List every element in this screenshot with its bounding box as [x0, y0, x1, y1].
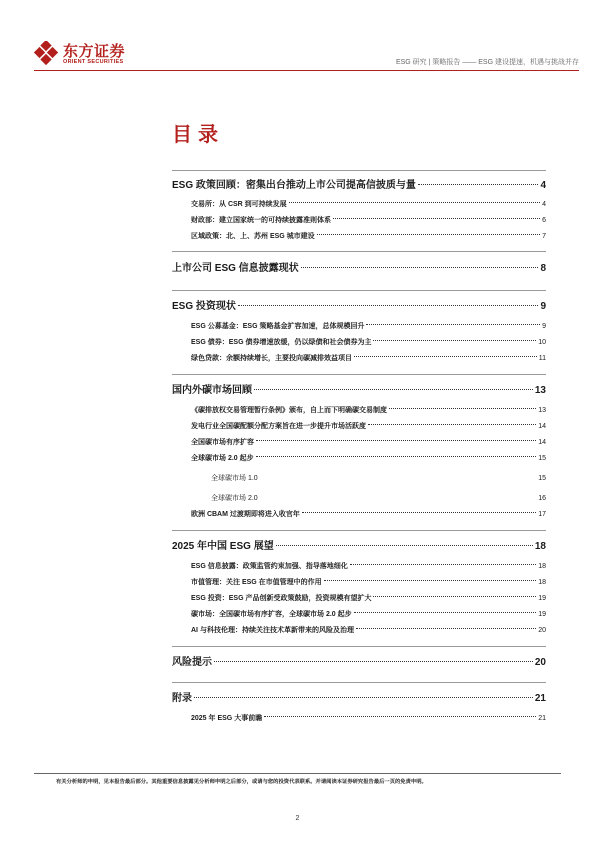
- toc-entry-page: 16: [538, 495, 546, 502]
- toc-entry-page: 8: [540, 263, 546, 274]
- toc-entry-title: 发电行业全国碳配额分配方案旨在进一步提升市场活跃度: [191, 423, 366, 430]
- toc-entry-level-2[interactable]: [191, 337, 546, 347]
- toc-entry-level-2[interactable]: [191, 453, 546, 463]
- toc-dot-leader: [418, 184, 539, 185]
- toc-entry-page: 7: [542, 233, 546, 240]
- toc-dot-leader: [317, 234, 540, 235]
- toc-entry-title: AI 与科技伦理：持续关注技术革新带来的风险及治理: [191, 627, 354, 634]
- toc-entry-page: 4: [542, 201, 546, 208]
- toc-entry-title: 区域政策：北、上、苏州 ESG 城市建设: [191, 233, 315, 240]
- toc-entry-level-2[interactable]: [191, 321, 546, 331]
- toc-entry-page: 17: [538, 511, 546, 518]
- toc-entry-title: 全球碳市场 2.0 起步: [191, 455, 254, 462]
- toc-section-rule: [172, 170, 546, 171]
- toc-section-rule: [172, 290, 546, 291]
- toc-entry-page: 18: [534, 541, 546, 552]
- toc-entry-level-1[interactable]: [172, 653, 546, 668]
- toc-entry-title: ESG 政策回顾：密集出台推动上市公司提高信披质与量: [172, 180, 416, 191]
- running-title: ESG 研究 | 策略报告 —— ESG 建设提速，机遇与挑战并存: [395, 59, 579, 66]
- disclaimer-note: 有关分析师的申明，见本报告最后部分。其他重要信息披露见分析师申明之后部分，或请与您的投资代表联系。并请阅读本证券研究报告最后一页的免责申明。: [56, 779, 427, 785]
- toc-entry-level-2[interactable]: [191, 713, 546, 723]
- toc-entry-level-3[interactable]: [211, 473, 546, 483]
- toc-entry-page: 20: [538, 627, 546, 634]
- toc-entry-title: 全国碳市场有序扩容: [191, 439, 254, 446]
- toc-dot-leader: [256, 440, 536, 441]
- toc-dot-leader: [373, 340, 536, 341]
- toc-entry-page: 19: [538, 611, 546, 618]
- toc-dot-leader: [276, 545, 533, 546]
- toc-entry-title: 风险提示: [172, 657, 212, 668]
- toc-entry-title: 附录: [172, 693, 192, 704]
- toc-entry-title: 交易所：从 CSR 到可持续发展: [191, 201, 287, 208]
- toc-entry-level-2[interactable]: [191, 421, 546, 431]
- toc-dot-leader: [264, 716, 536, 717]
- toc-dot-leader: [366, 324, 540, 325]
- toc-entry-title: 财政部：建立国家统一的可持续披露准则体系: [191, 217, 331, 224]
- toc-entry-page: 14: [538, 439, 546, 446]
- toc-dot-leader: [368, 424, 536, 425]
- toc-entry-level-2[interactable]: [191, 593, 546, 603]
- toc-entry-level-2[interactable]: [191, 625, 546, 635]
- toc-entry-page: 13: [534, 385, 546, 396]
- toc-entry-title: 全球碳市场 1.0: [211, 475, 258, 482]
- toc-entry-page: 15: [538, 475, 546, 482]
- toc-dot-leader: [389, 408, 536, 409]
- toc-entry-level-2[interactable]: [191, 353, 546, 363]
- toc-entry-page: 18: [538, 579, 546, 586]
- toc-entry-page: 21: [534, 693, 546, 704]
- toc-entry-title: 2025 年中国 ESG 展望: [172, 541, 274, 552]
- toc-entry-title: ESG 投资现状: [172, 301, 236, 312]
- toc-entry-level-2[interactable]: [191, 215, 546, 225]
- toc-dot-leader: [373, 596, 536, 597]
- toc-entry-title: 市值管理：关注 ESG 在市值管理中的作用: [191, 579, 322, 586]
- toc-entry-page: 9: [542, 323, 546, 330]
- toc-entry-level-2[interactable]: [191, 509, 546, 519]
- toc-dot-leader: [324, 580, 537, 581]
- toc-entry-title: 欧洲 CBAM 过渡期即将进入收官年: [191, 511, 300, 518]
- toc-entry-page: 18: [538, 563, 546, 570]
- toc-entry-title: ESG 债券：ESG 债券增速放缓，仍以绿债和社会债券为主: [191, 339, 372, 346]
- header-divider: [34, 70, 579, 71]
- toc-entry-title: 上市公司 ESG 信息披露现状: [172, 263, 299, 274]
- toc-dot-leader: [238, 305, 539, 306]
- toc-entry-page: 19: [538, 595, 546, 602]
- toc-entry-page: 4: [540, 180, 546, 191]
- page-number: 2: [295, 815, 300, 822]
- toc-entry-level-1[interactable]: [172, 689, 546, 704]
- toc-entry-title: ESG 信息披露：政策监管约束加强、指导落地细化: [191, 563, 348, 570]
- toc-dot-leader: [214, 661, 533, 662]
- toc-dot-leader: [194, 697, 533, 698]
- toc-entry-level-2[interactable]: [191, 199, 546, 209]
- toc-dot-leader: [356, 628, 536, 629]
- toc-section-rule: [172, 251, 546, 252]
- toc-entry-page: 21: [538, 715, 546, 722]
- toc-dot-leader: [256, 456, 537, 457]
- logo-chinese-name: 东方证券: [63, 43, 126, 60]
- toc-entry-title: 2025 年 ESG 大事前瞻: [191, 715, 263, 722]
- toc-entry-page: 6: [542, 217, 546, 224]
- toc-dot-leader: [289, 202, 540, 203]
- toc-entry-title: 绿色贷款：余额持续增长，主要投向碳减排效益项目: [191, 355, 352, 362]
- toc-entry-level-2[interactable]: [191, 405, 546, 415]
- toc-entry-page: 9: [540, 301, 546, 312]
- toc-entry-level-2[interactable]: [191, 577, 546, 587]
- toc-dot-leader: [302, 512, 536, 513]
- toc-entry-title: 碳市场：全国碳市场有序扩容，全球碳市场 2.0 起步: [191, 611, 352, 618]
- toc-entry-level-2[interactable]: [191, 561, 546, 571]
- toc-entry-level-3[interactable]: [211, 493, 546, 503]
- toc-entry-level-2[interactable]: [191, 609, 546, 619]
- logo-english-name: ORIENT SECURITIES: [63, 59, 124, 65]
- diamond-logo-icon: [34, 41, 58, 65]
- toc-entry-level-2[interactable]: [191, 437, 546, 447]
- toc-entry-page: 20: [534, 657, 546, 668]
- toc-dot-leader: [354, 356, 537, 357]
- toc-dot-leader: [350, 564, 536, 565]
- toc-entry-title: ESG 公募基金：ESG 策略基金扩容加速，总体规模回升: [191, 323, 365, 330]
- toc-title: 目录: [172, 124, 224, 146]
- toc-entry-level-2[interactable]: [191, 231, 546, 241]
- toc-section-rule: [172, 374, 546, 375]
- toc-entry-title: ESG 投资：ESG 产品创新受政策鼓励，投资规模有望扩大: [191, 595, 372, 602]
- toc-entry-page: 15: [538, 455, 546, 462]
- toc-section-rule: [172, 682, 546, 683]
- toc-dot-leader: [301, 267, 539, 268]
- toc-entry-level-1[interactable]: [172, 176, 546, 191]
- toc-entry-page: 14: [538, 423, 546, 430]
- toc-entry-page: 11: [538, 355, 546, 362]
- toc-dot-leader: [333, 218, 540, 219]
- toc-entry-title: 国内外碳市场回顾: [172, 385, 252, 396]
- toc-entry-page: 13: [538, 407, 546, 414]
- toc-entry-level-1[interactable]: [172, 381, 546, 396]
- toc-entry-title: 《碳排放权交易管理暂行条例》颁布，自上而下明确碳交易制度: [191, 407, 387, 414]
- toc-dot-leader: [254, 389, 533, 390]
- footer-divider: [34, 773, 561, 774]
- toc-entry-level-1[interactable]: [172, 259, 546, 274]
- toc-entry-level-1[interactable]: [172, 537, 546, 552]
- toc-entry-page: 10: [538, 339, 546, 346]
- toc-entry-title: 全球碳市场 2.0: [211, 495, 258, 502]
- toc-dot-leader: [354, 612, 537, 613]
- toc-section-rule: [172, 646, 546, 647]
- toc-section-rule: [172, 530, 546, 531]
- toc-entry-level-1[interactable]: [172, 297, 546, 312]
